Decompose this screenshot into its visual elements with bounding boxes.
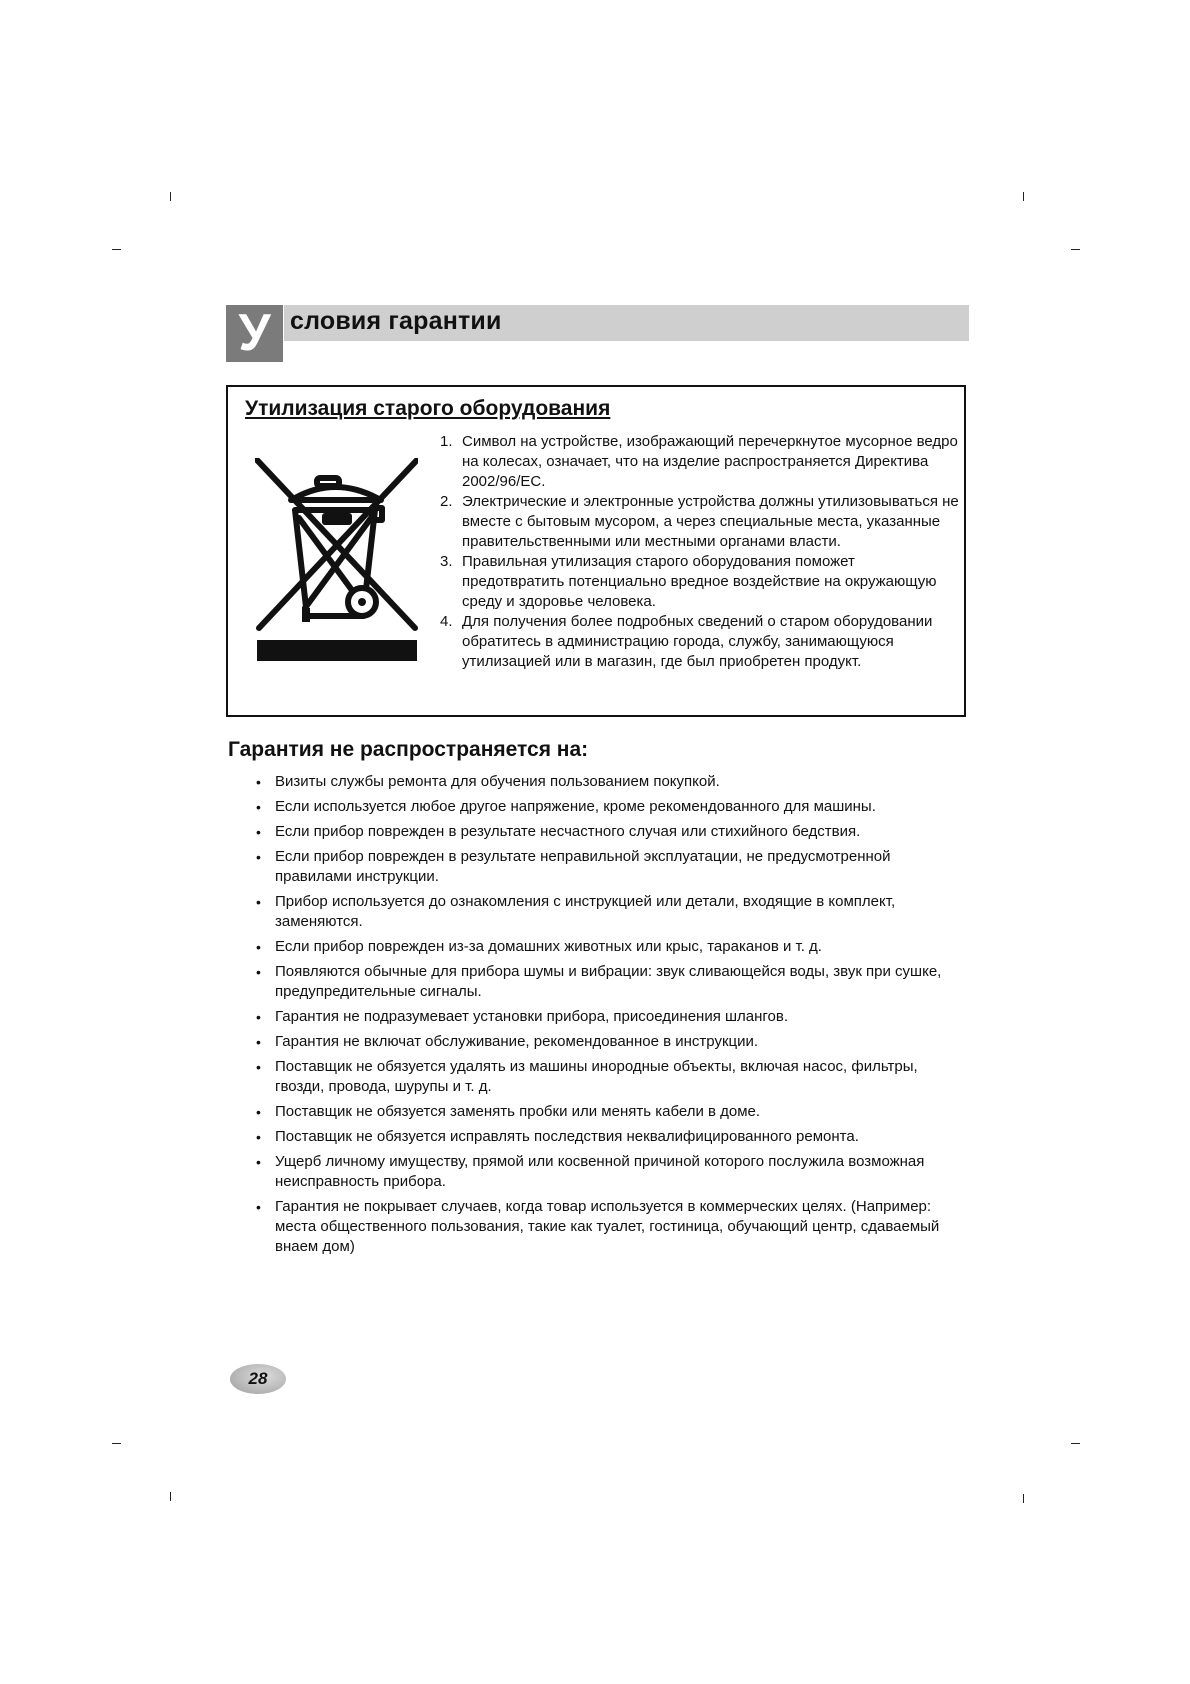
list-item: • Поставщик не обязуется исправлять последствия неквалифицированного ремонта. [256,1128,859,1145]
disposal-list [440,432,960,672]
crop-mark [1071,1443,1080,1444]
list-item: • Гарантия не включат обслуживание, рекомендованное в инструкции. [256,1033,759,1050]
crop-mark [112,249,121,250]
header-initial: У [226,305,283,362]
page-number: 28 [248,1369,268,1388]
list-item: • Появляются обычные для прибора шумы и вибрации: звук сливающейся воды, звук при сушке, предупредительные сигналы. [256,963,942,1000]
list-item: 1. Символ на устройстве, изображающий перечеркнутое мусорное ведро на колесах, означает, что на изделие распространяется Директива 2002/96/ЕС. [440,433,958,490]
crop-mark [1023,192,1024,201]
exclusions-list [255,772,970,1262]
list-item: • Поставщик не обязуется удалять из машины инородные объекты, включая насос, фильтры, гвозди, провода, шурупы и т. д. [256,1058,918,1095]
list-item: • Поставщик не обязуется заменять пробки или менять кабели в доме. [256,1103,761,1120]
crop-mark [170,1492,171,1501]
exclusions-title: Гарантия не распространяется на: [228,738,589,761]
list-item: • Если прибор поврежден в результате несчастного случая или стихийного бедствия. [256,823,861,840]
crop-mark [170,192,171,201]
crop-mark [1023,1494,1024,1503]
disposal-title: Утилизация старого оборудования [245,397,611,420]
list-item: • Если прибор поврежден в результате неправильной эксплуатации, не предусмотренной правилами инструкции. [256,848,891,885]
list-item: 3. Правильная утилизация старого оборудования поможет предотвратить потенциально вредное воздействие на окружающую среду и здоровье человека. [440,553,937,610]
list-item: 2. Электрические и электронные устройства должны утилизовываться не вместе с бытовым мусором, а через специальные места, указанные правительственными или местными органами власти. [440,493,959,550]
list-item: • Гарантия не подразумевает установки прибора, присоединения шлангов. [256,1008,789,1025]
list-item: • Гарантия не покрывает случаев, когда товар используется в коммерческих целях. (Например: места общественного пользования, такие как туалет, гостиница, обучающий центр, сдаваемый внаем дом) [256,1198,940,1255]
page-number-badge [230,1364,286,1394]
list-item: • Если прибор поврежден из-за домашних животных или крыс, тараканов и т. д. [256,938,822,955]
list-item: • Ущерб личному имуществу, прямой или косвенной причиной которого послужила возможная неисправность прибора. [256,1153,925,1190]
list-item: • Визиты службы ремонта для обучения пользованием покупкой. [256,773,720,790]
list-item: 4. Для получения более подробных сведений о старом оборудовании обратитесь в администрацию города, службу, занимающуюся утилизацией или в магазин, где был приобретен продукт. [440,613,933,670]
crop-mark [112,1443,121,1444]
list-item: • Если используется любое другое напряжение, кроме рекомендованного для машины. [256,798,876,815]
crop-mark [1071,249,1080,250]
page-title: словия гарантии [290,307,502,335]
list-item: • Прибор используется до ознакомления с инструкцией или детали, входящие в комплект, заменяются. [256,893,896,930]
bin-underline-bar [257,640,417,661]
crossed-out-wheelie-bin-icon [255,458,418,663]
